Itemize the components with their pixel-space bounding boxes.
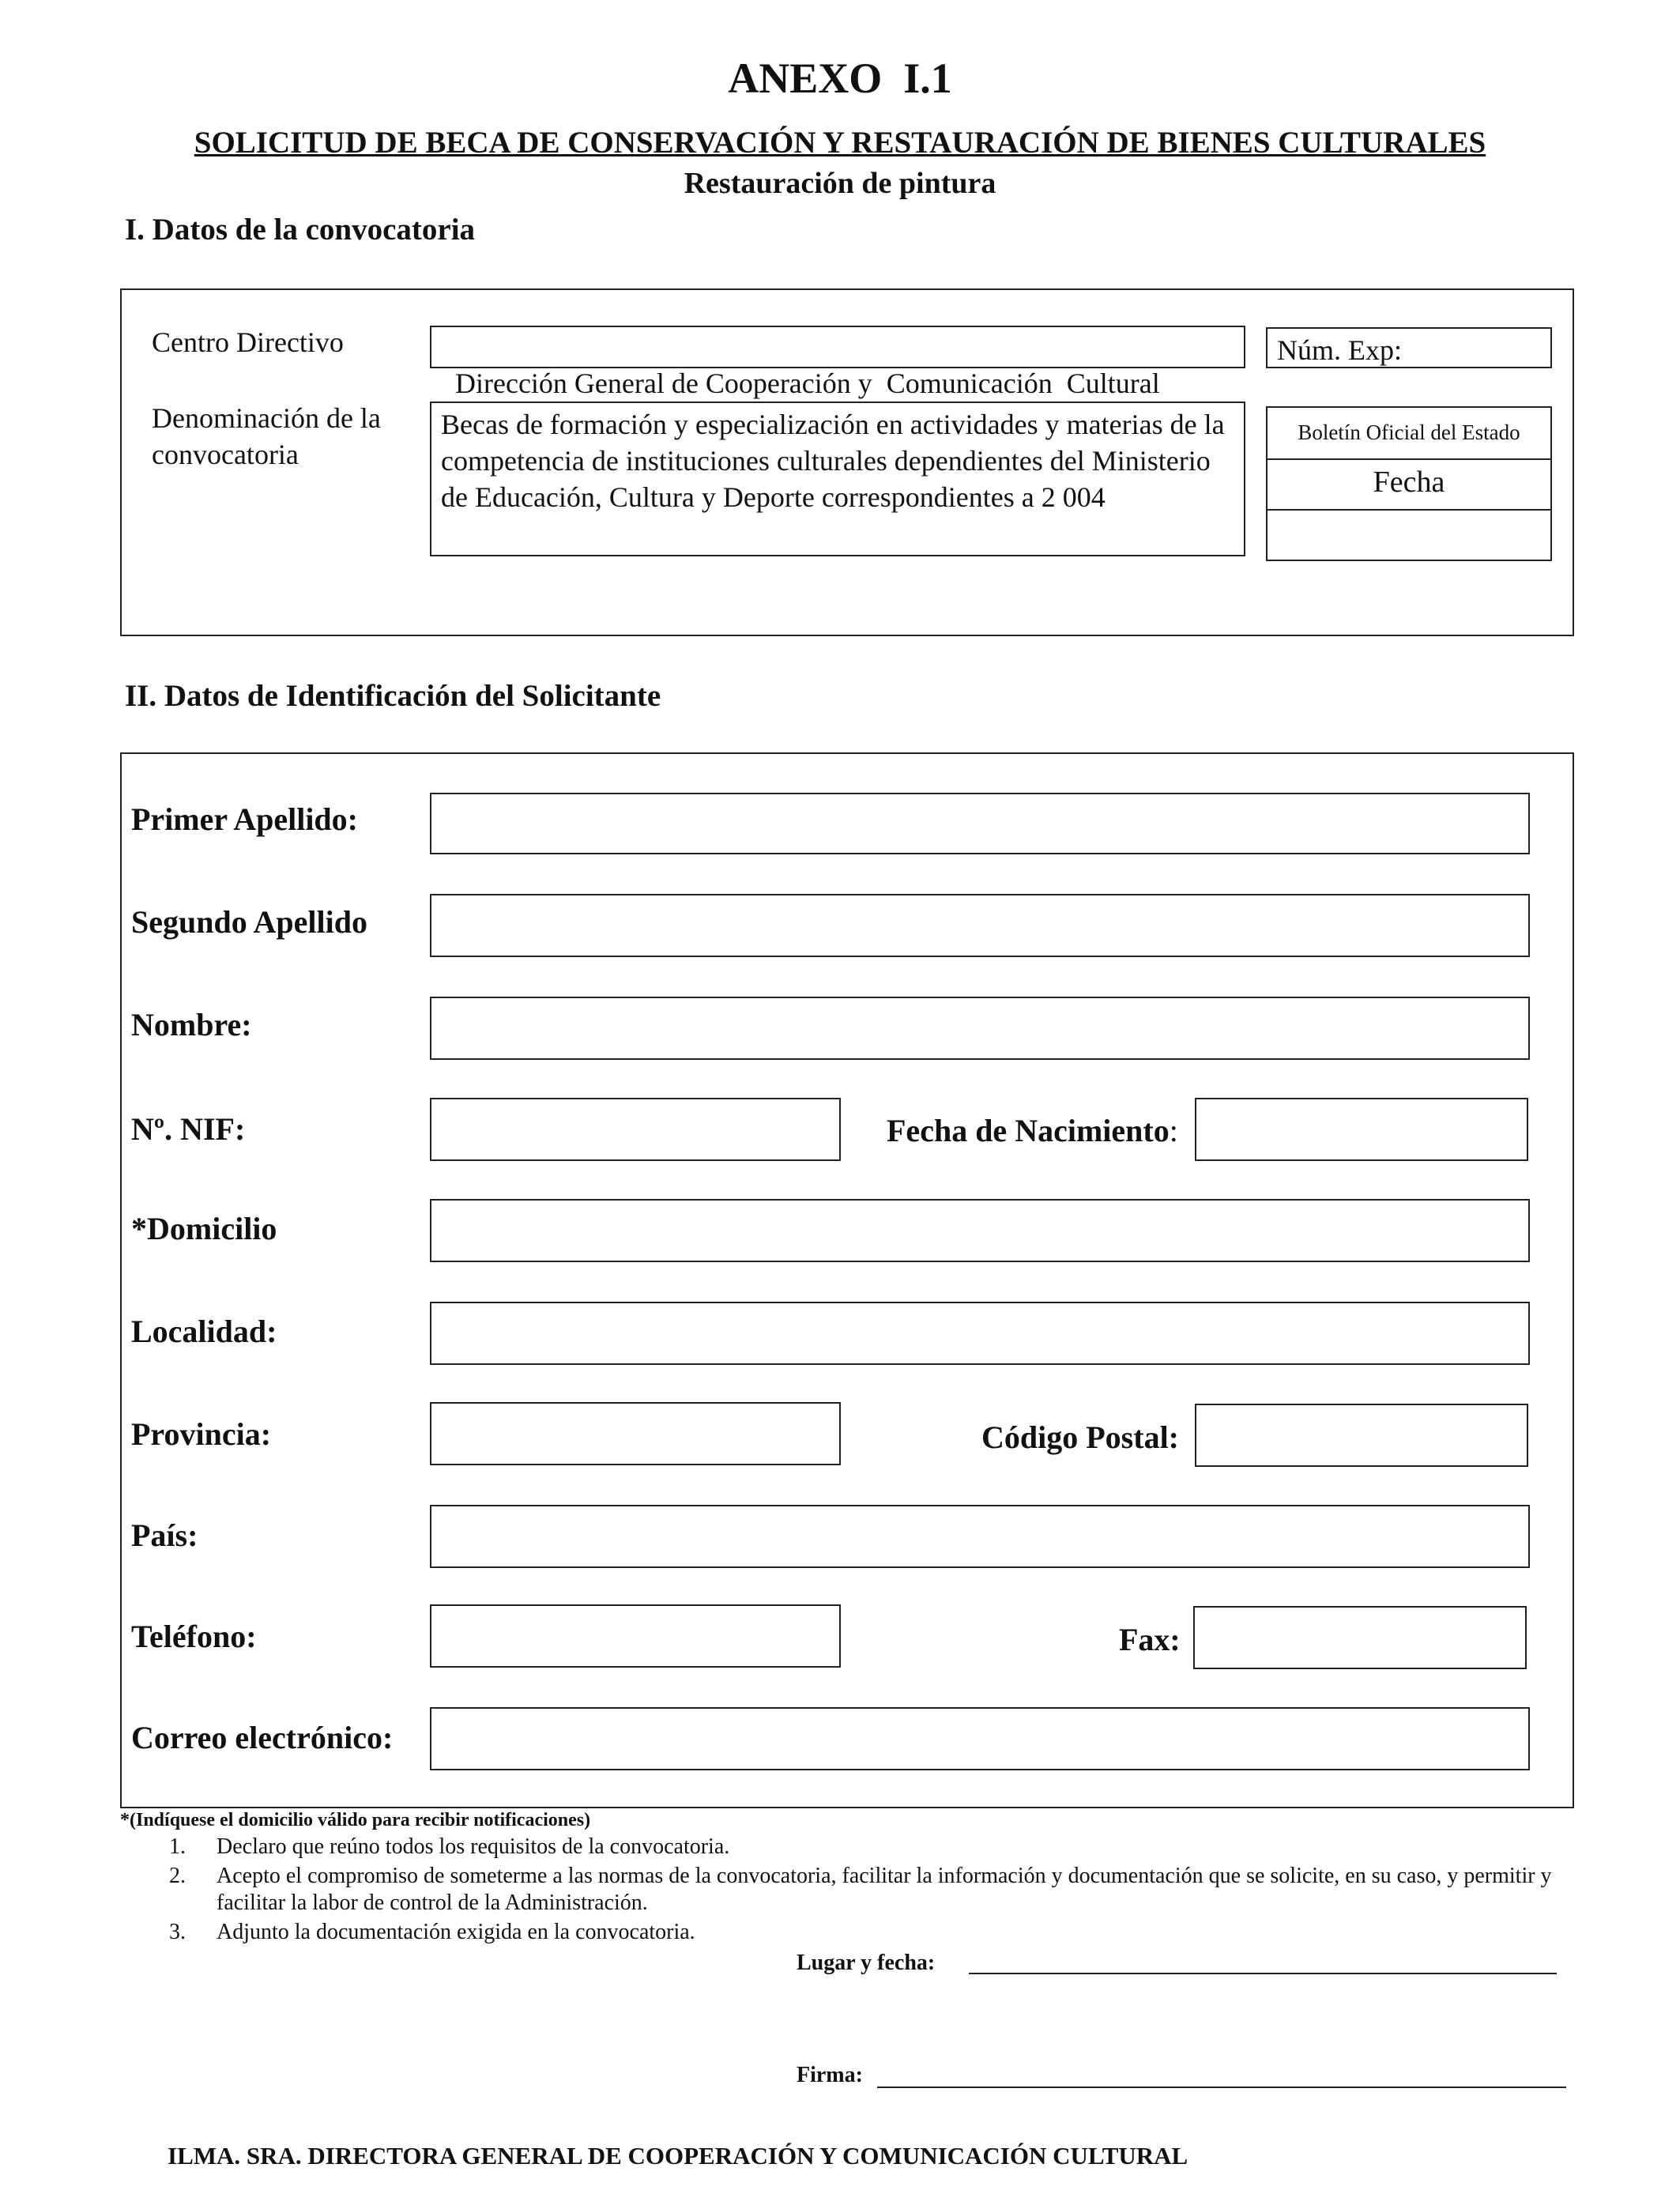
fecha-label: Fecha bbox=[1373, 466, 1445, 499]
firma-label: Firma: bbox=[797, 2063, 863, 2087]
denominacion-field[interactable] bbox=[430, 401, 1245, 556]
domicilio-label: *Domicilio bbox=[131, 1211, 277, 1246]
form-subtitle: Restauración de pintura bbox=[684, 167, 996, 200]
nombre-input[interactable] bbox=[430, 997, 1530, 1060]
segundo-apellido-label: Segundo Apellido bbox=[131, 904, 368, 940]
lugar-fecha-line[interactable] bbox=[969, 1973, 1557, 1974]
telefono-input[interactable] bbox=[430, 1604, 841, 1668]
boe-divider-bottom bbox=[1268, 509, 1550, 511]
primer-apellido-input[interactable] bbox=[430, 793, 1530, 854]
telefono-label: Teléfono: bbox=[131, 1619, 257, 1654]
segundo-apellido-input[interactable] bbox=[430, 894, 1530, 957]
addressee: ILMA. SRA. DIRECTORA GENERAL DE COOPERACIÓN Y COMUNICACIÓN CULTURAL bbox=[168, 2142, 1188, 2169]
declaration-number-3: 3. bbox=[169, 1920, 186, 1944]
nif-label: Nº. NIF: bbox=[131, 1111, 246, 1147]
codigo-postal-input[interactable] bbox=[1195, 1404, 1528, 1467]
declaration-item-2 bbox=[169, 1863, 1576, 1917]
pais-input[interactable] bbox=[430, 1505, 1530, 1568]
centro-field[interactable] bbox=[430, 326, 1245, 399]
num-exp-label: Núm. Exp: bbox=[1277, 334, 1402, 366]
pais-label: País: bbox=[131, 1517, 198, 1553]
fecha-nacimiento-label bbox=[887, 1112, 1178, 1149]
fecha-nacimiento-text: Fecha de Nacimiento bbox=[887, 1113, 1170, 1148]
fecha-value-field[interactable] bbox=[1268, 512, 1550, 558]
fecha-nacimiento-colon: : bbox=[1169, 1113, 1178, 1148]
fax-input[interactable] bbox=[1193, 1606, 1527, 1669]
correo-input[interactable] bbox=[430, 1707, 1530, 1770]
declaration-text-2: Acepto el compromiso de someterme a las normas de la convocatoria, facilitar la información y documentación que se solicite, en su caso, y permitir y facilitar la labor de control de la Administración. bbox=[217, 1864, 1552, 1915]
centro-label: Centro Directivo bbox=[152, 326, 344, 358]
declaration-number-2: 2. bbox=[169, 1864, 186, 1888]
num-exp-field[interactable] bbox=[1266, 327, 1552, 368]
boe-box bbox=[1266, 406, 1552, 561]
fecha-nacimiento-input[interactable] bbox=[1195, 1098, 1528, 1161]
form-title: SOLICITUD DE BECA DE CONSERVACIÓN Y RESTAURACIÓN DE BIENES CULTURALES bbox=[194, 126, 1486, 160]
nombre-label: Nombre: bbox=[131, 1007, 252, 1042]
boe-label: Boletín Oficial del Estado bbox=[1298, 420, 1520, 444]
codigo-postal-label: Código Postal: bbox=[981, 1419, 1179, 1455]
boe-divider-top bbox=[1268, 458, 1550, 460]
primer-apellido-label: Primer Apellido: bbox=[131, 801, 358, 837]
annex-number: ANEXO I.1 bbox=[728, 55, 952, 102]
provincia-input[interactable] bbox=[430, 1402, 841, 1465]
denominacion-value: Becas de formación y especialización en actividades y materias de la competencia de instituciones culturales dependientes del Ministerio de Educación, Cultura y Deporte correspondientes a 2 004 bbox=[441, 409, 1225, 513]
section1-heading: I. Datos de la convocatoria bbox=[125, 213, 476, 247]
domicilio-note: *(Indíquese el domicilio válido para recibir notificaciones) bbox=[120, 1810, 591, 1830]
centro-value: Dirección General de Cooperación y Comunicación Cultural bbox=[455, 368, 1160, 399]
localidad-input[interactable] bbox=[430, 1302, 1530, 1365]
declaration-text-1: Declaro que reúno todos los requisitos de la convocatoria. bbox=[217, 1834, 730, 1859]
domicilio-input[interactable] bbox=[430, 1199, 1530, 1262]
declaration-text-3: Adjunto la documentación exigida en la convocatoria. bbox=[217, 1920, 695, 1944]
lugar-fecha-label: Lugar y fecha: bbox=[797, 1951, 936, 1975]
nif-input[interactable] bbox=[430, 1098, 841, 1161]
declaration-number-1: 1. bbox=[169, 1834, 186, 1859]
declaration-item-3 bbox=[169, 1919, 1576, 1946]
fax-label: Fax: bbox=[1119, 1622, 1181, 1657]
correo-label: Correo electrónico: bbox=[131, 1720, 394, 1755]
localidad-label: Localidad: bbox=[131, 1314, 277, 1349]
provincia-label: Provincia: bbox=[131, 1416, 272, 1452]
section2-heading: II. Datos de Identificación del Solicitante bbox=[125, 679, 661, 713]
firma-line[interactable] bbox=[877, 2087, 1566, 2088]
denominacion-label: Denominación de la convocatoria bbox=[152, 402, 381, 470]
declaration-item-1 bbox=[169, 1834, 1576, 1860]
